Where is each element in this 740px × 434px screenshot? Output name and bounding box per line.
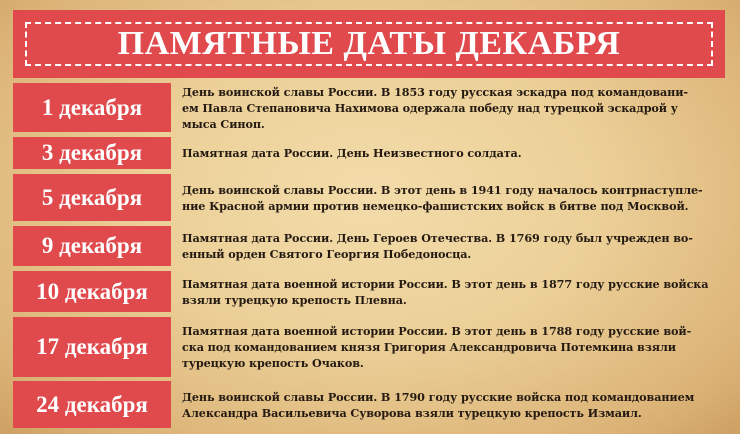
event-date-box <box>13 137 171 169</box>
event-description-line: ска под командованием князя Григория Александровича Потемкина взяли <box>182 340 676 354</box>
event-description-line: взяли турецкую крепость Плевна. <box>182 292 407 307</box>
event-row <box>13 226 725 266</box>
event-description-text <box>182 145 522 161</box>
event-description <box>182 137 721 169</box>
event-description <box>182 226 721 266</box>
event-date-box <box>13 226 171 266</box>
event-description <box>182 317 721 377</box>
event-date: 3 декабря <box>41 140 143 165</box>
event-description <box>182 271 721 312</box>
event-description-line: енный орден Святого Георгия Победоносца. <box>182 247 472 261</box>
event-date: 10 декабря <box>36 278 148 304</box>
event-date: 5 декабря <box>41 184 143 210</box>
event-description-line: турецкую крепость Очаков. <box>182 356 364 370</box>
page-title: ПАМЯТНЫЕ ДАТЫ ДЕКАБРЯ <box>117 25 621 62</box>
event-date-box <box>13 83 171 132</box>
event-date: 9 декабря <box>41 233 143 258</box>
event-date-box <box>13 317 171 377</box>
event-row <box>13 137 725 169</box>
event-description-line: Памятная дата военной истории России. В этот день в 1877 году русские войска <box>182 276 709 291</box>
event-description-line: День воинской славы России. В 1853 году русская эскадра под командовани- <box>182 84 688 99</box>
event-description-line: мыса Синоп. <box>182 116 265 131</box>
event-date-box <box>13 271 171 312</box>
event-description <box>182 381 721 428</box>
event-description <box>182 83 721 132</box>
event-description-text <box>182 182 703 214</box>
event-description-line: День воинской славы России. В 1790 году русские войска под командованием <box>182 389 695 404</box>
event-description-line: Памятная дата России. День Героев Отечества. В 1769 году был учрежден во- <box>182 231 693 245</box>
event-description-line: Александра Васильевича Суворова взяли турецкую крепость Измаил. <box>182 405 642 420</box>
event-description-line: День воинской славы России. В этот день в 1941 году началось контрнаступле- <box>182 182 703 197</box>
event-description-line: ем Павла Степановича Нахимова одержала победу над турецкой эскадрой у <box>182 100 678 115</box>
event-description-text <box>182 230 693 262</box>
title-banner <box>13 10 725 78</box>
event-row <box>13 381 725 428</box>
event-description-line: Памятная дата военной истории России. В этот день в 1788 году русские вой- <box>182 324 692 338</box>
event-row <box>13 317 725 377</box>
event-row <box>13 83 725 132</box>
event-row <box>13 174 725 221</box>
event-date: 24 декабря <box>36 391 148 417</box>
event-date-box <box>13 381 171 428</box>
event-row <box>13 271 725 312</box>
event-description <box>182 174 721 221</box>
event-date-box <box>13 174 171 221</box>
event-description-text <box>182 276 708 308</box>
event-date: 17 декабря <box>36 334 148 359</box>
title-banner-dashed-frame <box>25 22 713 66</box>
event-date: 1 декабря <box>41 94 143 120</box>
event-description-text <box>182 84 688 132</box>
event-description-text <box>182 389 694 421</box>
event-description-text <box>182 323 691 371</box>
event-description-line: ние Красной армии против немецко-фашистских войск в битве под Москвой. <box>182 198 689 213</box>
event-description-line: Памятная дата России. День Неизвестного солдата. <box>182 146 522 160</box>
